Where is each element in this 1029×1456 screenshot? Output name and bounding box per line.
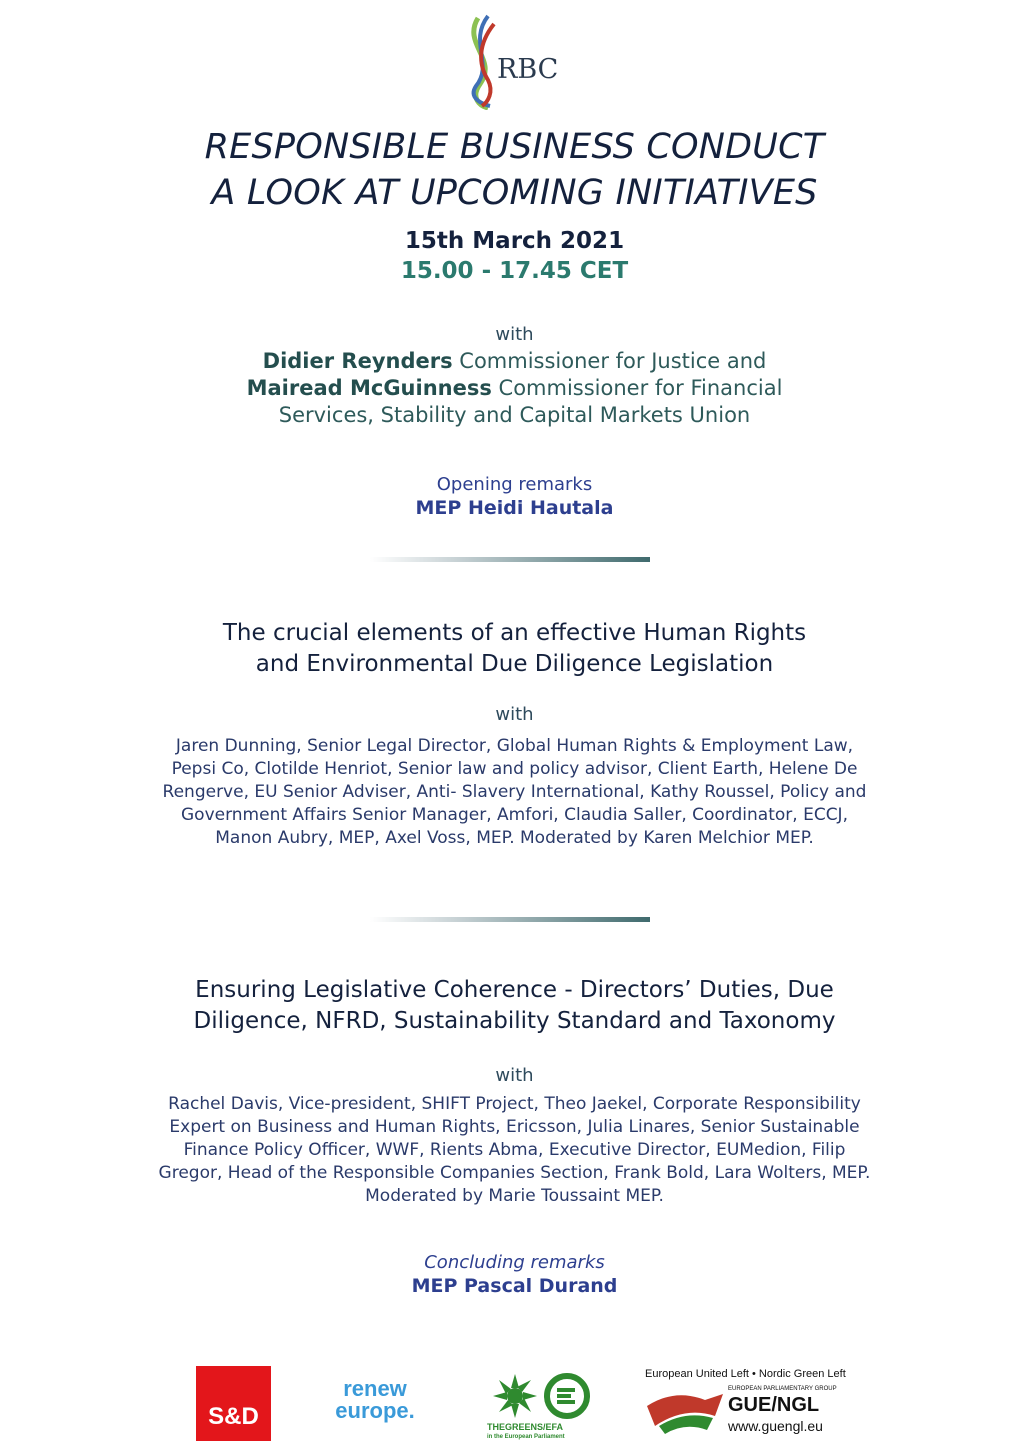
session2-panel-line: Moderated by Marie Toussaint MEP. [365,1186,664,1206]
session1-panel-line: Manon Aubry, MEP, Axel Voss, MEP. Moderated by Karen Melchior MEP. [215,828,814,848]
session1-title-line-2: and Environmental Due Diligence Legislation [255,651,774,677]
renew-line-1: renew [343,1376,407,1401]
session1-panel-line: Rengerve, EU Senior Adviser, Anti- Slavery International, Kathy Roussel, Policy and [162,782,867,802]
closing-name: MEP Pascal Durand [411,1275,618,1297]
opening-label: Opening remarks [436,474,593,495]
greens-line-2: in the European Parliament [487,1434,565,1440]
closing-label: Concluding remarks [424,1252,605,1273]
gue-group-label: EUROPEAN PARLIAMENTARY GROUP [728,1386,837,1392]
event-time: 15.00 - 17.45 CET [400,258,629,284]
event-title [0,124,1029,216]
session1-panel-line: Government Affairs Senior Manager, Amfori, Claudia Saller, Coordinator, ECCJ, [181,805,848,825]
title-line-1: RESPONSIBLE BUSINESS CONDUCT [204,127,825,167]
session2-title-line-1: Ensuring Legislative Coherence - Directors’ Duties, Due [195,977,834,1003]
speaker2-name: Mairead McGuinness [246,376,492,400]
section-divider-1 [370,557,650,562]
session1-title [0,618,1029,680]
session2-panel-line: Rachel Davis, Vice-president, SHIFT Project, Theo Jaekel, Corporate Responsibility [168,1094,861,1114]
partner-logos [0,1360,1029,1450]
opening-name: MEP Heidi Hautala [415,497,614,519]
session2-title-line-2: Diligence, NFRD, Sustainability Standard and Taxonomy [193,1008,836,1034]
greens-line-1: THEGREENS/EFA [487,1422,564,1432]
session2-panel-line: Expert on Business and Human Rights, Ericsson, Julia Linares, Senior Sustainable [169,1117,860,1137]
speaker2-role: Commissioner for Financial [491,376,783,400]
gue-url: www.guengl.eu [728,1418,823,1434]
renew-europe-logo [330,1378,420,1422]
session1-panel-line: Jaren Dunning, Senior Legal Director, Global Human Rights & Employment Law, [175,736,854,756]
session1-panel-line: Pepsi Co, Clotilde Henriot, Senior law and policy advisor, Client Earth, Helene De [171,759,858,779]
logo-text: RBC [497,54,559,85]
session1-with: with [495,704,534,725]
gue-name: GUE/NGL [728,1394,820,1416]
session1-title-line-1: The crucial elements of an effective Human Rights [222,620,807,646]
speaker1-name: Didier Reynders [262,349,453,373]
greens-efa-text [487,1422,597,1442]
sd-logo [196,1366,271,1441]
session2-panel-line: Gregor, Head of the Responsible Companies Section, Frank Bold, Lara Wolters, MEP. [158,1163,871,1183]
session2-with: with [495,1065,534,1086]
gue-tagline: European United Left • Nordic Green Left [645,1368,846,1380]
keynote-with: with [495,324,534,345]
gue-flag-icon [645,1386,725,1436]
event-date: 15th March 2021 [404,228,625,254]
speaker1-role: Commissioner for Justice and [452,349,767,373]
session2-panel-line: Finance Policy Officer, WWF, Rients Abma, Executive Director, EUMedion, Filip [183,1140,846,1160]
keynote-speakers [0,348,1029,429]
title-line-2: A LOOK AT UPCOMING INITIATIVES [211,173,818,213]
sd-logo-text: S&D [208,1403,259,1430]
session2-panel [0,1093,1029,1208]
session1-panel [0,735,1029,850]
session2-title [0,975,1029,1037]
section-divider-2 [370,917,650,922]
speaker2-role-cont: Services, Stability and Capital Markets Union [278,403,751,427]
renew-line-2: europe. [335,1398,415,1423]
